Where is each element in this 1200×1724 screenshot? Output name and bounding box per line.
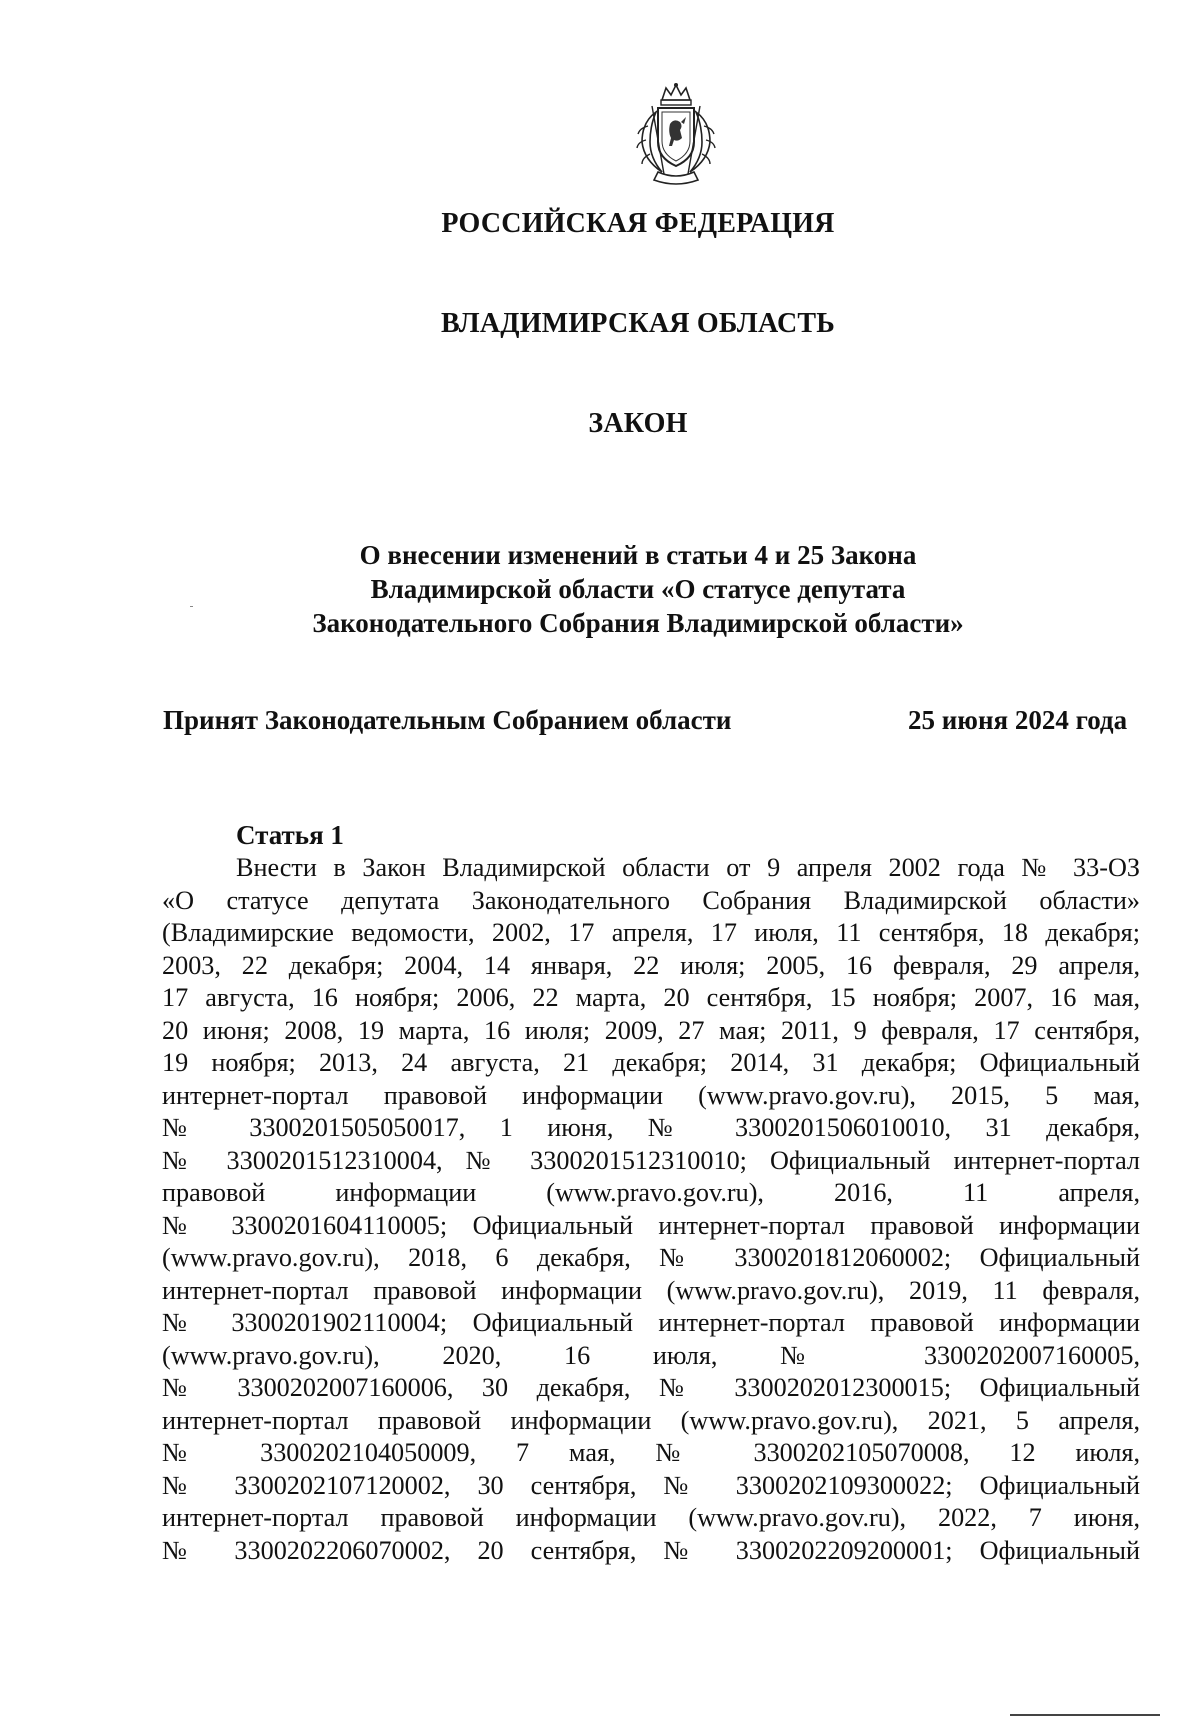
article-body-line: Внести в Закон Владимирской области от 9 апреля 2002 года № 33-ОЗ [236,853,1140,882]
article-body-line: № 3300202104050009, 7 мая, № 3300202105070008, 12 июля, [162,1438,1140,1467]
coat-of-arms-icon [628,82,724,188]
law-title-line: О внесении изменений в статьи 4 и 25 Закона [359,540,917,570]
article-body-line: (www.pravo.gov.ru), 2018, 6 декабря, № 3300201812060002; Официальный [162,1243,1140,1272]
header-federation: РОССИЙСКАЯ ФЕДЕРАЦИЯ [441,208,835,239]
article-body-line: интернет-портал правовой информации (www.pravo.gov.ru), 2019, 11 февраля, [162,1275,1140,1305]
header-doc-type: ЗАКОН [588,408,688,439]
article-body [162,852,1140,1567]
article-body-line: 20 июня; 2008, 19 марта, 16 июля; 2009, 27 мая; 2011, 9 февраля, 17 сентября, [162,1015,1140,1045]
article-body-line: № 3300201902110004; Официальный интернет-портал правовой информации [162,1308,1140,1337]
article-body-line: 2003, 22 декабря; 2004, 14 января, 22 июля; 2005, 16 февраля, 29 апреля, [162,950,1140,980]
article-body-line: «О статусе депутата Законодательного Собрания Владимирской области» [162,885,1140,915]
article-body-line: № 3300202007160006, 30 декабря, № 3300202012300015; Официальный [162,1373,1140,1402]
article-title: Статья 1 [236,820,344,850]
article-body-line: правовой информации (www.pravo.gov.ru), 2016, 11 апреля, [162,1178,1140,1207]
adoption-text: Принят Законодательным Собранием области [163,705,732,735]
article-body-line: (www.pravo.gov.ru), 2020, 16 июля, № 3300202007160005, [162,1340,1140,1370]
article-body-line: № 3300202107120002, 30 сентября, № 3300202109300022; Официальный [162,1470,1140,1500]
law-title-line: Владимирской области «О статусе депутата [370,574,906,604]
law-title [38,538,1200,640]
article-body-line: № 3300202206070002, 20 сентября, № 3300202209200001; Официальный [162,1535,1140,1565]
article-body-line: интернет-портал правовой информации (www.pravo.gov.ru), 2022, 7 июня, [162,1503,1140,1532]
header-region: ВЛАДИМИРСКАЯ ОБЛАСТЬ [440,308,836,339]
article-body-line: 17 августа, 16 ноября; 2006, 22 марта, 20 сентября, 15 ноября; 2007, 16 мая, [162,983,1140,1012]
article-body-line: 19 ноября; 2013, 24 августа, 21 декабря; 2014, 31 декабря; Официальный [162,1048,1140,1077]
article-body-line: (Владимирские ведомости, 2002, 17 апреля, 17 июля, 11 сентября, 18 декабря; [162,918,1140,947]
article-body-line: № 3300201512310004, № 3300201512310010; Официальный интернет-портал [162,1145,1140,1175]
adoption-date: 25 июня 2024 года [908,705,1128,735]
scan-mark [190,606,193,607]
article-body-line: интернет-портал правовой информации (www.pravo.gov.ru), 2015, 5 мая, [162,1080,1140,1110]
article-body-line: интернет-портал правовой информации (www.pravo.gov.ru), 2021, 5 апреля, [162,1405,1140,1435]
article-body-line: № 3300201604110005; Официальный интернет-портал правовой информации [162,1210,1140,1240]
bottom-rule [1010,1714,1160,1716]
law-title-line: Законодательного Собрания Владимирской области» [312,608,964,638]
article-body-line: № 3300201505050017, 1 июня, № 3300201506010010, 31 декабря, [162,1113,1140,1142]
